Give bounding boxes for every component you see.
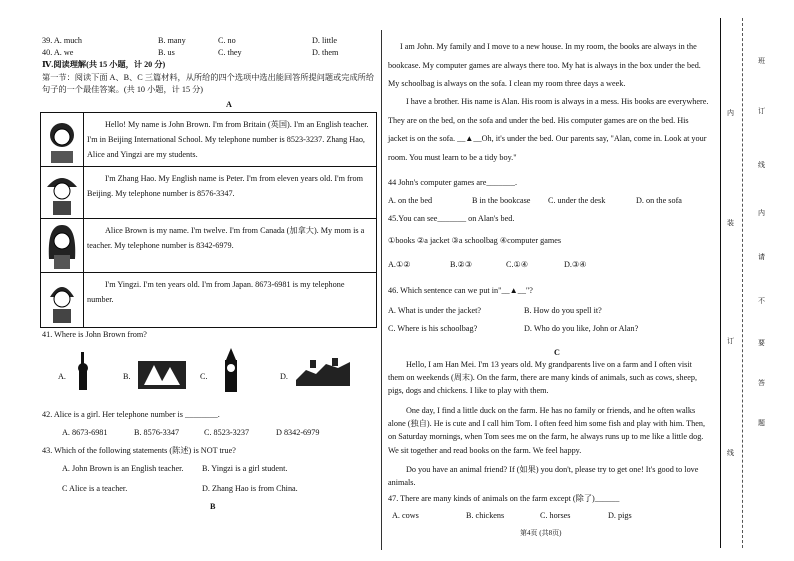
- rail-char: 班: [758, 57, 765, 65]
- q46-option-a: A. What is under the jacket?: [388, 306, 482, 315]
- passage-c-label: C: [554, 348, 560, 357]
- passage-c-paragraph: Do you have an animal friend? If (如果) you don't, please try to get one! It's good to love animals.: [388, 465, 699, 488]
- q39-option-d: D. little: [312, 36, 338, 45]
- opera-house-icon: [138, 355, 186, 389]
- rail-char: 答: [758, 379, 765, 387]
- q47-stem: 47. There are many kinds of animals on the farm except (除了)______: [388, 494, 620, 503]
- person-portrait: [41, 113, 84, 166]
- q45-stem: 45.You can see_______ on Alan's bed.: [388, 214, 515, 223]
- person-text: I'm Zhang Hao. My English name is Peter. I'm from eleven years old. I'm from Beijing. My telephone number is 8576-3347.: [87, 174, 363, 198]
- column-divider: [381, 30, 382, 550]
- q41-option-a: A.: [58, 372, 66, 381]
- person-text: Alice Brown is my name. I'm twelve. I'm from Canada (加拿大). My mom is a teacher. My telephone number is 8342-6979.: [87, 226, 365, 250]
- rail-char: 订: [758, 107, 765, 115]
- q44-option-c: C. under the desk: [548, 196, 606, 205]
- binding-dashed-line: [742, 18, 743, 548]
- section-instructions: 第一节：阅读下面 A、B、C 三篇材料，从所给的四个选项中选出能回答所提问题或完成所给句子的一个最佳答案。(共 10 小题，计 15 分): [42, 73, 375, 94]
- q44-stem: 44 John's computer games are_______.: [388, 178, 518, 187]
- table-row: [41, 272, 376, 328]
- q44-option-a: A. on the bed: [388, 196, 433, 205]
- q46-option-c: C. Where is his schoolbag?: [388, 324, 478, 333]
- person-text: Hello! My name is John Brown. I'm from Britain (英国). I'm an English teacher. I'm in Beijing International School. My telephone number is 8523-3237. Zhang Hao, Alice and Yingzi are my students.: [87, 120, 369, 159]
- q41-option-c: C.: [200, 372, 208, 381]
- passage-c-paragraph: One day, I find a little duck on the farm. He has no family or friends, and he often walks alone (独自). He is cute and I call him Tom. I often feed him some fish and play with him. Then, on Saturday mornings, when Tom sees me on the farm, he always runs up to me like a little dog. We sit together and read books on the farm. We feel happy.: [388, 406, 705, 455]
- q39-option-a: 39. A. much: [42, 36, 83, 45]
- person-portrait: [41, 167, 84, 219]
- person-portrait: [41, 219, 84, 273]
- passage-b-label: B: [210, 502, 216, 511]
- binding-border: [720, 18, 722, 548]
- q40-option-a: 40. A. we: [42, 48, 74, 57]
- q43-option-d: D. Zhang Hao is from China.: [202, 484, 298, 493]
- table-row: [41, 113, 376, 166]
- q41-option-d: D.: [280, 372, 288, 381]
- q41-option-b: B.: [123, 372, 131, 381]
- persons-table: [40, 112, 377, 328]
- q47-option-c: C. horses: [540, 511, 571, 520]
- q46-stem: 46. Which sentence can we put in"__▲__"?: [388, 286, 533, 295]
- q47-option-b: B. chickens: [466, 511, 505, 520]
- q47-option-d: D. pigs: [608, 511, 632, 520]
- passage-a-label: A: [226, 100, 232, 109]
- q41-stem: 41. Where is John Brown from?: [42, 330, 147, 339]
- rail-char: 要: [758, 339, 765, 347]
- q42-option-b: B. 8576-3347: [134, 428, 180, 437]
- table-row: [41, 166, 376, 219]
- rail-inner-char: 装: [727, 219, 734, 227]
- rail-inner-char: 订: [727, 337, 734, 345]
- page-footer: 第4页 (共8页): [520, 529, 562, 537]
- passage-b-paragraph: I am John. My family and I move to a new house. In my room, the books are always in the bookcase. My computer games are always there too. My hat is always in the box under the bed. My schoolbag is always on the sofa. I clean my room three days a week.: [388, 42, 701, 88]
- q40-option-c: C. they: [218, 48, 242, 57]
- q40-option-b: B. us: [158, 48, 175, 57]
- q43-option-b: B. Yingzi is a girl student.: [202, 464, 288, 473]
- q46-option-d: D. Who do you like, John or Alan?: [524, 324, 639, 333]
- rail-inner-char: 内: [727, 109, 734, 117]
- q42-option-d: D 8342-6979: [276, 428, 320, 437]
- big-ben-icon: [218, 348, 244, 392]
- passage-c-paragraph: Hello, I am Han Mei. I'm 13 years old. My grandparents live on a farm and I often visit them on weekends (周末). On the farm, there are many kinds of animals, such as cows, sheep, pigs, dogs and chickens. I like to play with them.: [388, 360, 697, 396]
- rail-char: 题: [758, 419, 765, 427]
- q45-choices: ①books ②a jacket ③a schoolbag ④computer games: [388, 236, 562, 245]
- q43-option-c: C Alice is a teacher.: [62, 484, 128, 493]
- rail-char: 不: [758, 297, 765, 305]
- q45-option-b: B.②③: [450, 260, 473, 269]
- rail-inner-char: 线: [727, 449, 734, 457]
- q42-option-c: C. 8523-3237: [204, 428, 250, 437]
- rail-char: 内: [758, 209, 765, 217]
- q45-option-c: C.①④: [506, 260, 529, 269]
- q45-option-d: D.③④: [564, 260, 587, 269]
- person-portrait: [41, 273, 84, 328]
- person-text: I'm Yingzi. I'm ten years old. I'm from Japan. 8673-6981 is my telephone number.: [87, 280, 345, 304]
- q42-stem: 42. Alice is a girl. Her telephone number is ________.: [42, 410, 220, 419]
- q46-option-b: B. How do you spell it?: [524, 306, 602, 315]
- statue-of-liberty-icon: [70, 350, 96, 392]
- q43-stem: 43. Which of the following statements (陈述) is NOT true?: [42, 446, 236, 455]
- q43-option-a: A. John Brown is an English teacher.: [62, 464, 184, 473]
- q42-option-a: A. 8673-6981: [62, 428, 108, 437]
- q44-option-b: B in the bookcase: [472, 196, 531, 205]
- q45-option-a: A.①②: [388, 260, 411, 269]
- q39-option-c: C. no: [218, 36, 236, 45]
- section-title: Ⅳ.阅读理解(共 15 小题，计 20 分): [42, 60, 166, 69]
- q44-option-d: D. on the sofa: [636, 196, 682, 205]
- great-wall-icon: [296, 356, 350, 386]
- q47-option-a: A. cows: [392, 511, 419, 520]
- q40-option-d: D. them: [312, 48, 339, 57]
- rail-char: 请: [758, 253, 765, 261]
- table-row: [41, 218, 376, 273]
- passage-b-paragraph: I have a brother. His name is Alan. His room is always in a mess. His books are everywhere. They are on the bed, on the sofa and under the bed. His computer games are on the bed. His jacket is on the sofa. __▲__Oh, it's under the bed. Our parents say, "Alan, come in. Look at your room. You must learn to be a tidy boy.": [388, 97, 709, 162]
- q39-option-b: B. many: [158, 36, 186, 45]
- rail-char: 线: [758, 161, 765, 169]
